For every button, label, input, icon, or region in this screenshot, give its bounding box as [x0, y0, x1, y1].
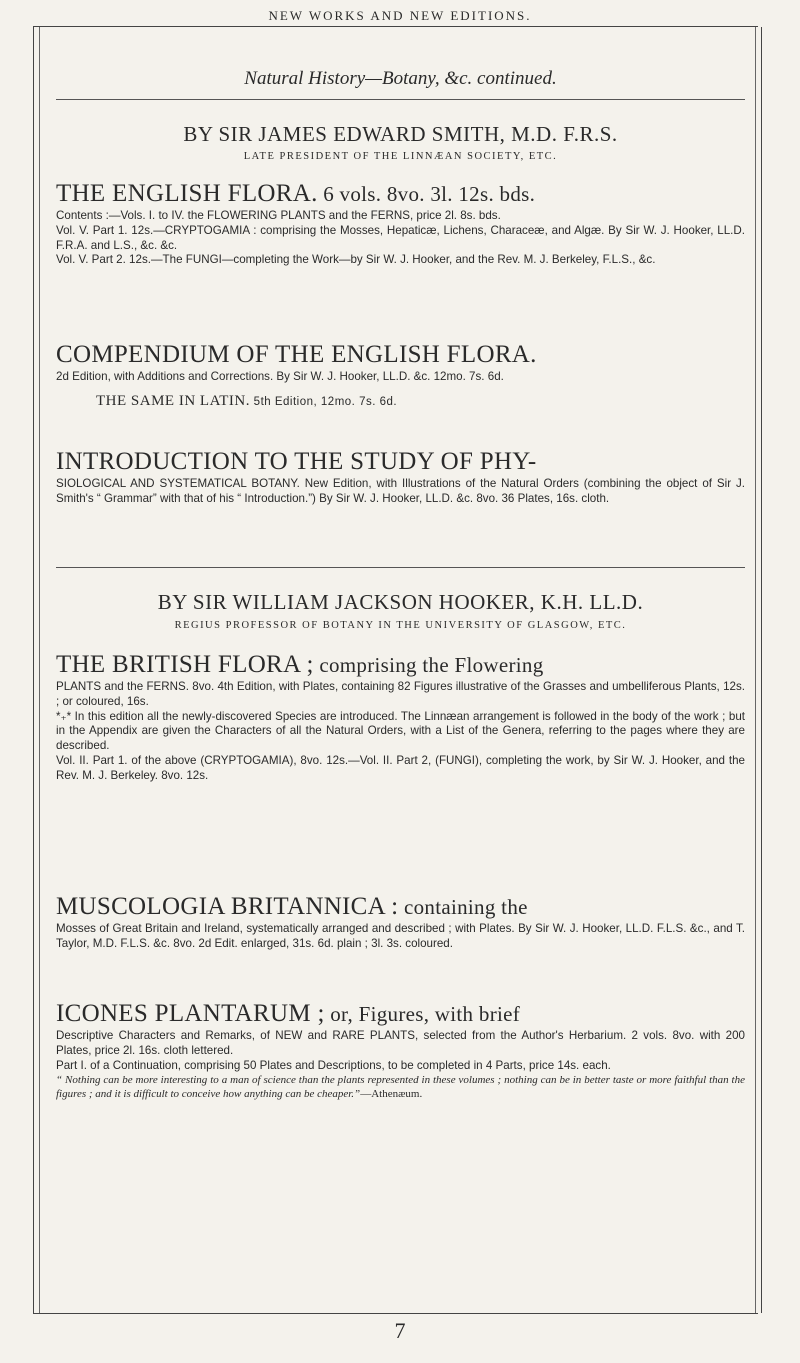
entry-muscologia — [56, 892, 745, 952]
review-source: —Athenæum. — [360, 1088, 423, 1101]
entry-paragraph: *₊* In this edition all the newly-discovered Species are introduced. The Linnæan arrangement is followed in the body of the work ; but in the Appendix are given the Characters of all the Natural Orders, with a List of the Genera, referring to the pages where they are described. — [56, 709, 745, 753]
author-hooker: BY SIR WILLIAM JACKSON HOOKER, K.H. LL.D. — [157, 590, 644, 614]
rule-middle — [56, 567, 745, 568]
entry-paragraph: Contents :—Vols. I. to IV. the FLOWERING PLANTS and the FERNS, price 2l. 8s. bds. — [56, 209, 501, 222]
rule-top — [56, 99, 745, 100]
review-quote: “ Nothing can be more interesting to a man of science than the plants represented in these volumes ; nothing can be in better taste or more faithful than the figures ; and it is difficult to conceive how anything can be cheaper.” — [56, 1074, 745, 1101]
entry-paragraph: Vol. II. Part 1. of the above (CRYPTOGAMIA), 8vo. 12s.—Vol. II. Part 2, (FUNGI), completing the work, by Sir W. J. Hooker, and the Rev. M. J. Berkeley. 8vo. 12s. — [56, 753, 745, 782]
entry-title: MUSCOLOGIA BRITANNICA : — [56, 893, 399, 920]
entry-title: THE BRITISH FLORA ; — [56, 651, 314, 678]
entry-british-flora — [56, 650, 745, 784]
entry-title-rest: comprising the Flowering — [313, 653, 544, 677]
page-number: 7 — [394, 1318, 406, 1343]
author-smith-role: LATE PRESIDENT OF THE LINNÆAN SOCIETY, ETC. — [243, 151, 558, 162]
entry-title: ICONES PLANTARUM ; — [56, 1000, 325, 1027]
entry-paragraph: SIOLOGICAL AND SYSTEMATICAL BOTANY. New Edition, with Illustrations of the Natural Orders (combining the object of Sir J. Smith's “ Grammar” with that of his “ Introduction.”) By Sir W. J. Hooker, LL.D. &c. 8vo. 36 Plates, 16s. cloth. — [56, 477, 745, 505]
page-frame — [33, 26, 758, 1314]
entry-title: COMPENDIUM OF THE ENGLISH FLORA. — [56, 341, 537, 368]
entry-title: THE ENGLISH FLORA. — [56, 180, 318, 207]
entry-paragraph: Descriptive Characters and Remarks, of NEW and RARE PLANTS, selected from the Author's Herbarium. 2 vols. 8vo. with 200 Plates, price 2l. 16s. cloth lettered. — [56, 1029, 745, 1057]
entry-paragraph: Vol. V. Part 2. 12s.—The FUNGI—completing the Work—by Sir W. J. Hooker, and the Rev. M. J. Berkeley, F.L.S., &c. — [56, 253, 656, 267]
entry-english-flora — [56, 179, 745, 268]
entry-icones — [56, 999, 745, 1101]
entry-title: INTRODUCTION TO THE STUDY OF PHY- — [56, 448, 537, 475]
entry-paragraph: Vol. V. Part 1. 12s.—CRYPTOGAMIA : comprising the Mosses, Hepaticæ, Lichens, Characeæ, and Algæ. By Sir W. J. Hooker, LL.D. F.R.A. and L.S., &c. &c. — [56, 223, 745, 252]
entry-title-rest: containing the — [398, 895, 528, 919]
entry-subtitle: THE SAME IN LATIN. — [96, 392, 250, 409]
entry-compendium — [56, 340, 745, 410]
entry-paragraph: PLANTS and the FERNS. 8vo. 4th Edition, with Plates, containing 82 Figures illustrative of the Grasses and umbelliferous Plants, 12s. ; or coloured, 16s. — [56, 680, 745, 708]
entry-paragraph: Part I. of a Continuation, comprising 50 Plates and Descriptions, to be completed in 4 Parts, price 14s. each. — [56, 1058, 611, 1072]
entry-title-rest: 6 vols. 8vo. 3l. 12s. bds. — [317, 182, 536, 206]
entry-paragraph: Mosses of Great Britain and Ireland, systematically arranged and described ; with Plates. By Sir W. J. Hooker, LL.D. F.L.S. &c., and T. Taylor, M.D. F.L.S. &c. 8vo. 2d Edit. enlarged, 31s. 6d. plain ; 3l. 3s. coloured. — [56, 922, 745, 950]
author-hooker-role: REGIUS PROFESSOR OF BOTANY IN THE UNIVERSITY OF GLASGOW, ETC. — [174, 620, 627, 631]
section-heading: Natural History—Botany, &c. continued. — [244, 68, 557, 89]
entry-title-rest: or, Figures, with brief — [324, 1002, 521, 1026]
author-smith: BY SIR JAMES EDWARD SMITH, M.D. F.R.S. — [183, 122, 618, 146]
running-head: NEW WORKS AND NEW EDITIONS. — [268, 8, 532, 23]
entry-paragraph: 2d Edition, with Additions and Corrections. By Sir W. J. Hooker, LL.D. &c. 12mo. 7s. 6d. — [56, 370, 504, 383]
entry-introduction — [56, 447, 745, 507]
entry-subtitle-rest: 5th Edition, 12mo. 7s. 6d. — [249, 395, 398, 408]
